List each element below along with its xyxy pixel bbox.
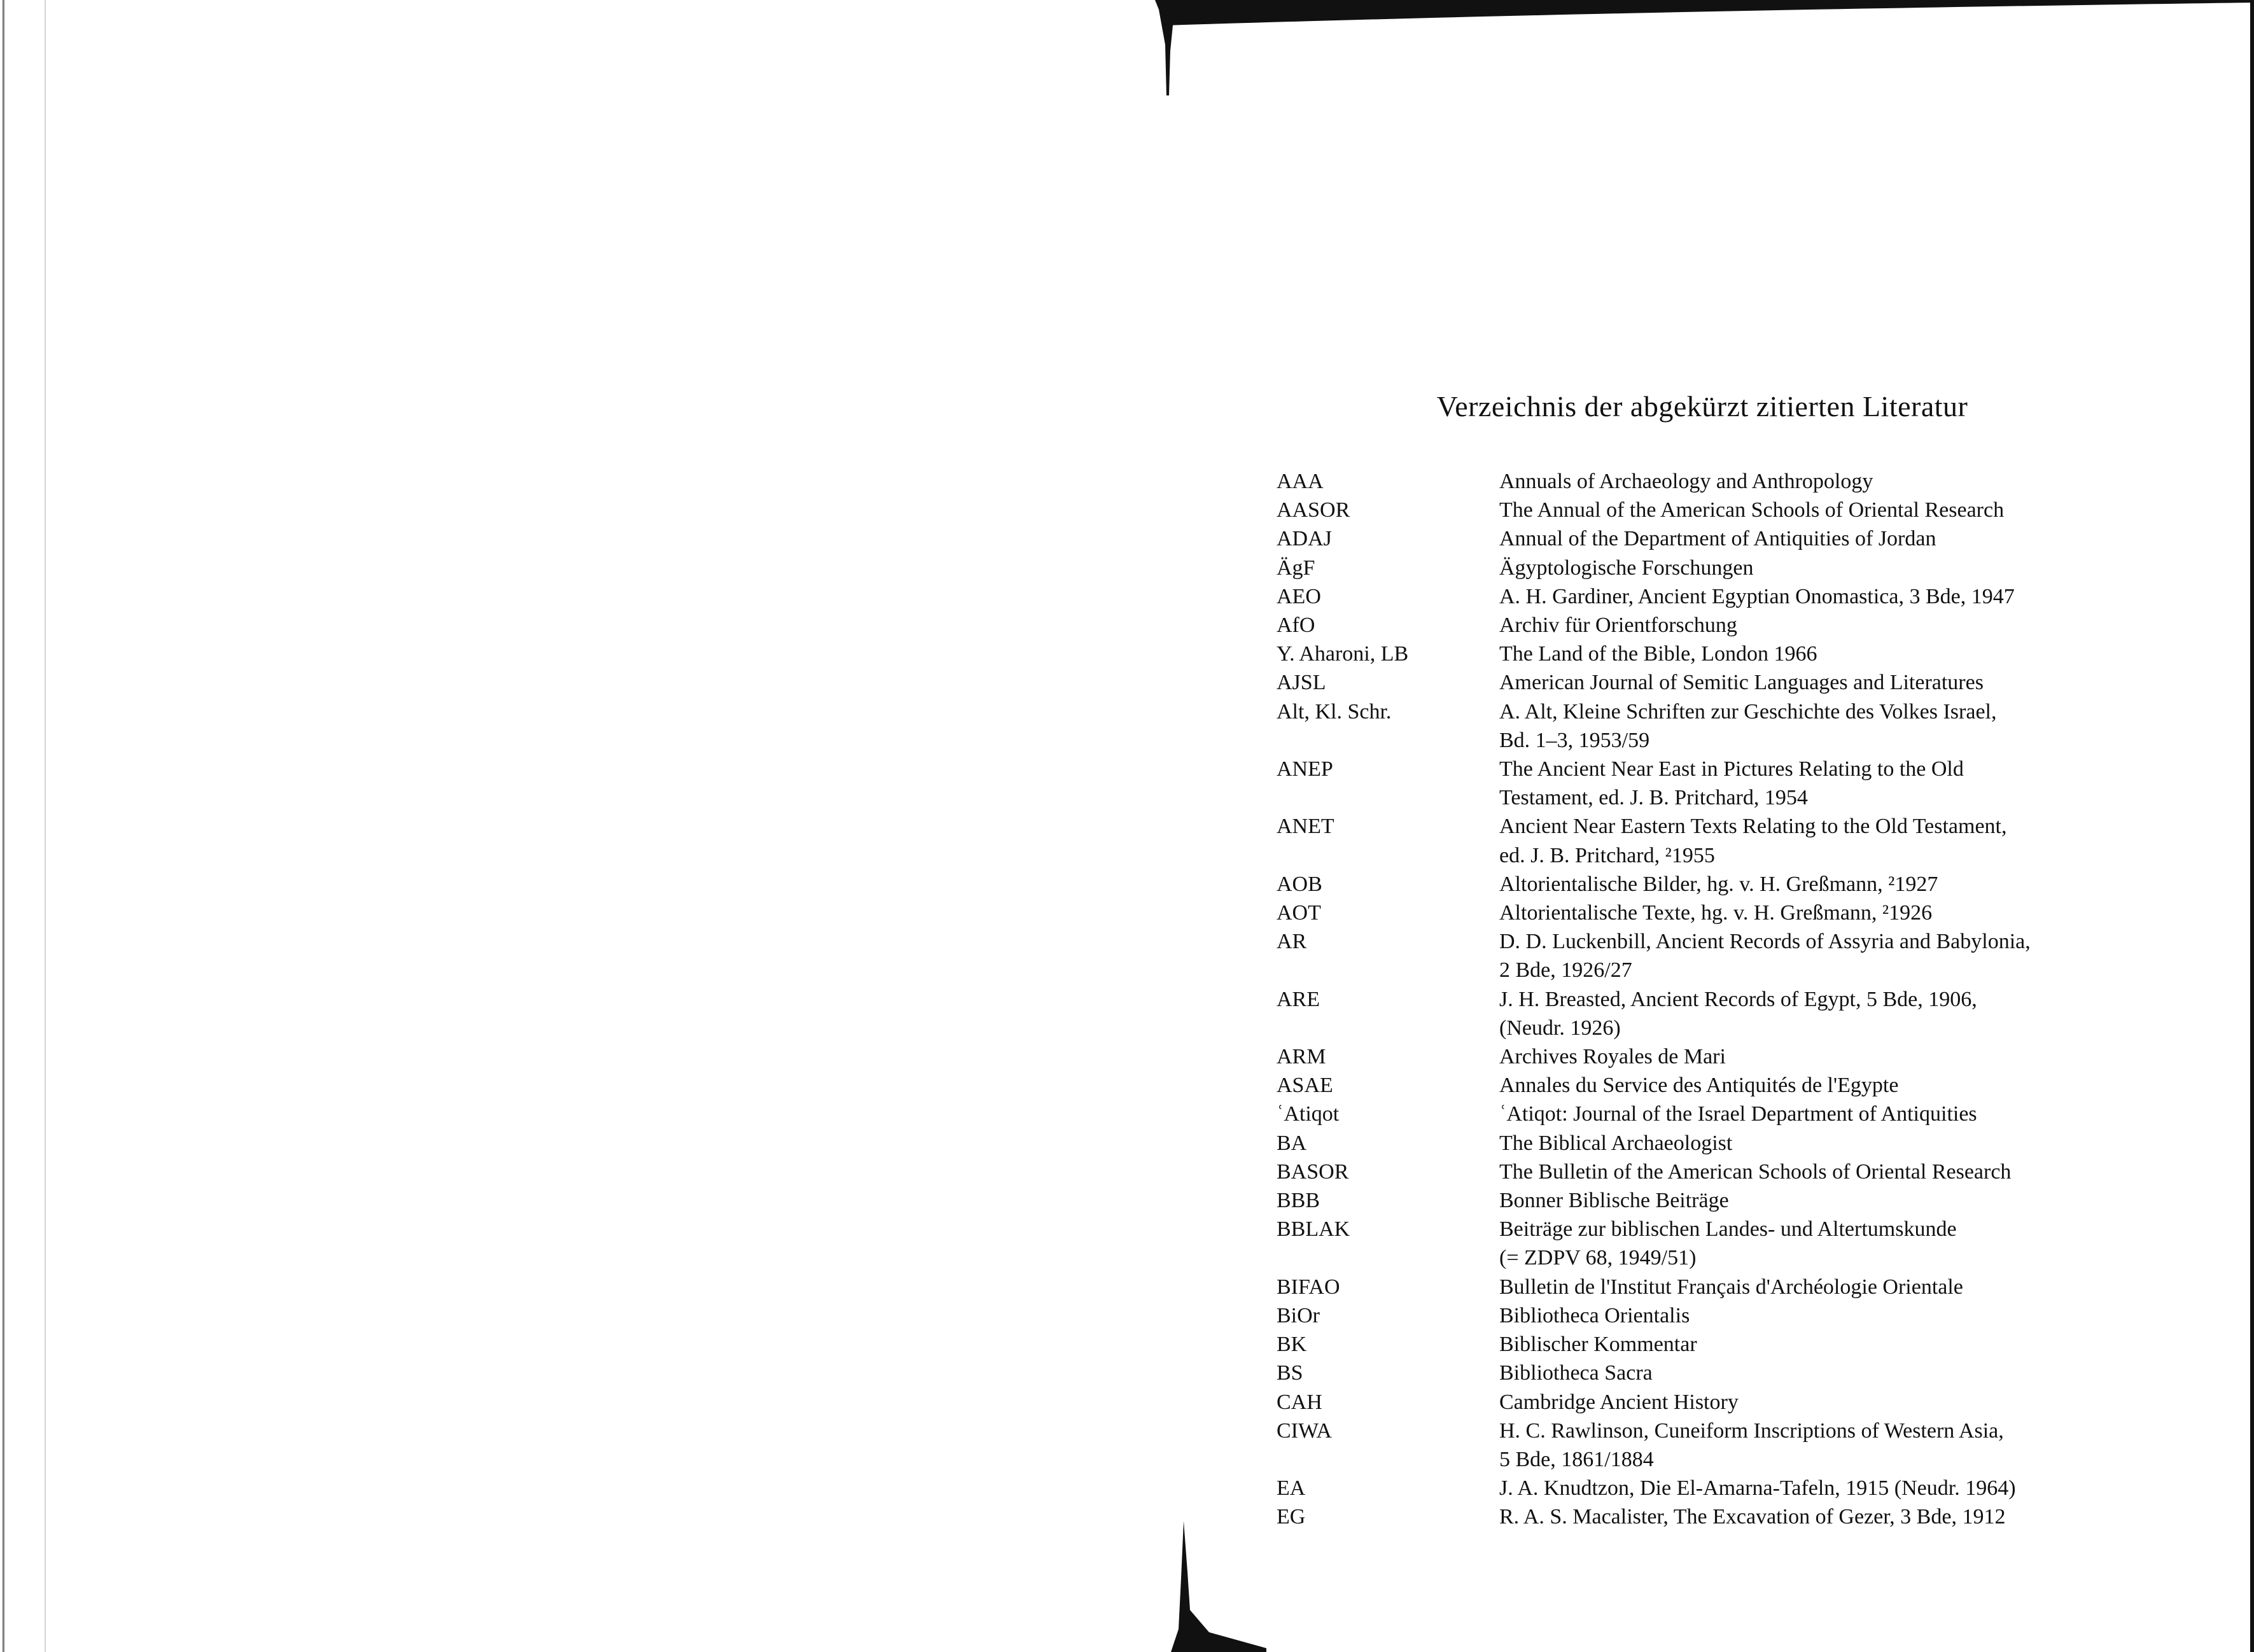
- abbreviation-entry: [1277, 1071, 2104, 1100]
- abbreviation-expansion: Bulletin de l'Institut Français d'Archéologie Orientale: [1499, 1275, 1963, 1299]
- abbreviation-term: AOB: [1277, 872, 1322, 896]
- abbreviation-entry: [1277, 1100, 2104, 1128]
- abbreviation-entry: [1277, 899, 2104, 927]
- abbreviation-term: BASOR: [1277, 1159, 1349, 1184]
- abbreviation-expansion: Annual of the Department of Antiquities of Jordan: [1499, 527, 1936, 551]
- abbreviation-entry: [1277, 755, 2104, 812]
- abbreviation-expansion: Annales du Service des Antiquités de l'Egypte: [1499, 1074, 1899, 1098]
- abbreviation-expansion: J. A. Knudtzon, Die El-Amarna-Tafeln, 1915 (Neudr. 1964): [1499, 1476, 2016, 1501]
- abbreviation-term: BBLAK: [1277, 1217, 1350, 1242]
- abbreviation-entry: [1277, 1330, 2104, 1359]
- abbreviation-term: ARM: [1277, 1045, 1326, 1069]
- abbreviation-entry: [1277, 812, 2104, 869]
- abbreviation-entry: [1277, 1158, 2104, 1186]
- abbreviation-term: BiOr: [1277, 1303, 1320, 1327]
- abbreviation-term: EA: [1277, 1476, 1306, 1501]
- abbreviation-expansion: Bibliotheca Sacra: [1499, 1361, 1653, 1385]
- abbreviation-expansion: Bibliotheca Orientalis: [1499, 1303, 1690, 1327]
- abbreviation-expansion: R. A. S. Macalister, The Excavation of Gezer, 3 Bde, 1912: [1499, 1505, 2006, 1529]
- abbreviation-term: AR: [1277, 930, 1307, 954]
- abbreviation-term: AEO: [1277, 584, 1321, 608]
- abbreviation-term: Alt, Kl. Schr.: [1277, 699, 1392, 724]
- abbreviation-expansion: The Biblical Archaeologist: [1499, 1131, 1733, 1155]
- abbreviation-entry: [1277, 1129, 2104, 1158]
- abbreviation-entry: [1277, 927, 2104, 984]
- abbreviation-entry: [1277, 1301, 2104, 1330]
- abbreviation-expansion: ʿAtiqot: Journal of the Israel Department of Antiquities: [1499, 1102, 1977, 1126]
- abbreviation-entry: [1277, 985, 2104, 1042]
- abbreviation-term: AfO: [1277, 613, 1315, 638]
- abbreviation-term: BS: [1277, 1361, 1303, 1385]
- right-page-edge: [2250, 0, 2254, 1652]
- abbreviation-entry: [1277, 554, 2104, 582]
- abbreviation-term: BBB: [1277, 1189, 1320, 1213]
- abbreviation-expansion: Bonner Biblische Beiträge: [1499, 1189, 1729, 1213]
- abbreviation-term: ÄgF: [1277, 556, 1315, 580]
- abbreviation-expansion: Ancient Near Eastern Texts Relating to the Old Testament, ed. J. B. Pritchard, ²1955: [1499, 815, 2007, 867]
- abbreviation-term: ASAE: [1277, 1074, 1333, 1098]
- abbreviation-term: BA: [1277, 1131, 1307, 1155]
- abbreviation-entry: [1277, 1417, 2104, 1474]
- abbreviation-entry: [1277, 496, 2104, 524]
- abbreviation-entry: [1277, 582, 2104, 611]
- abbreviation-expansion: Archiv für Orientforschung: [1499, 613, 1737, 638]
- abbreviation-term: AASOR: [1277, 498, 1350, 522]
- abbreviation-term: BIFAO: [1277, 1275, 1340, 1299]
- abbreviation-expansion: H. C. Rawlinson, Cuneiform Inscriptions of Western Asia, 5 Bde, 1861/1884: [1499, 1418, 2004, 1471]
- abbreviation-entry: [1277, 467, 2104, 496]
- abbreviation-entry: [1277, 1186, 2104, 1215]
- abbreviation-expansion: A. Alt, Kleine Schriften zur Geschichte des Volkes Israel, Bd. 1–3, 1953/59: [1499, 699, 1997, 752]
- abbreviation-expansion: American Journal of Semitic Languages and Literatures: [1499, 671, 1984, 695]
- abbreviation-entry: [1277, 640, 2104, 668]
- abbreviation-entry: [1277, 1502, 2104, 1531]
- abbreviation-expansion: Altorientalische Texte, hg. v. H. Greßmann, ²1926: [1499, 901, 1933, 925]
- abbreviation-expansion: Annuals of Archaeology and Anthropology: [1499, 470, 1873, 493]
- abbreviation-term: Y. Aharoni, LB: [1277, 642, 1409, 666]
- abbreviation-entry: [1277, 870, 2104, 899]
- abbreviation-term: AAA: [1277, 470, 1324, 493]
- abbreviation-expansion: J. H. Breasted, Ancient Records of Egypt, 5 Bde, 1906, (Neudr. 1926): [1499, 987, 1977, 1040]
- abbreviation-expansion: Archives Royales de Mari: [1499, 1045, 1726, 1069]
- abbreviation-expansion: A. H. Gardiner, Ancient Egyptian Onomastica, 3 Bde, 1947: [1499, 584, 2015, 608]
- spine-shadow-top: [1155, 0, 1180, 95]
- abbreviation-expansion: The Annual of the American Schools of Oriental Research: [1499, 498, 2005, 522]
- abbreviation-term: ARE: [1277, 987, 1320, 1011]
- abbreviation-expansion: Beiträge zur biblischen Landes- und Altertumskunde (= ZDPV 68, 1949/51): [1499, 1217, 1957, 1270]
- abbreviation-term: CAH: [1277, 1390, 1322, 1414]
- abbreviation-entry: [1277, 1359, 2104, 1387]
- abbreviation-term: ADAJ: [1277, 527, 1332, 551]
- abbreviation-term: ANEP: [1277, 757, 1333, 781]
- abbreviation-term: ANET: [1277, 815, 1334, 839]
- abbreviation-entry: [1277, 1273, 2104, 1301]
- abbreviation-entry: [1277, 668, 2104, 697]
- abbreviation-expansion: The Land of the Bible, London 1966: [1499, 642, 1817, 666]
- abbreviation-expansion: Altorientalische Bilder, hg. v. H. Greßmann, ²1927: [1499, 872, 1938, 896]
- abbreviation-list: [1277, 467, 2104, 1532]
- abbreviation-term: AOT: [1277, 901, 1321, 925]
- abbreviation-expansion: Cambridge Ancient History: [1499, 1390, 1739, 1414]
- abbreviation-entry: [1277, 697, 2104, 755]
- abbreviation-expansion: Biblischer Kommentar: [1499, 1333, 1697, 1357]
- abbreviation-expansion: The Bulletin of the American Schools of Oriental Research: [1499, 1159, 2012, 1184]
- top-shadow-edge: [1165, 0, 2254, 25]
- left-page-inner-edge: [45, 0, 46, 1652]
- abbreviation-term: BK: [1277, 1333, 1307, 1357]
- abbreviation-term: ʿAtiqot: [1277, 1102, 1340, 1126]
- abbreviation-entry: [1277, 1042, 2104, 1071]
- abbreviation-expansion: D. D. Luckenbill, Ancient Records of Assyria and Babylonia, 2 Bde, 1926/27: [1499, 930, 2031, 983]
- abbreviation-expansion: Ägyptologische Forschungen: [1499, 556, 1754, 580]
- page-title: Verzeichnis der abgekürzt zitierten Literatur: [1436, 390, 1968, 423]
- abbreviation-entry: [1277, 1474, 2104, 1502]
- left-page-edge: [3, 0, 5, 1652]
- abbreviation-entry: [1277, 1388, 2104, 1417]
- spine-shadow-bottom: [1171, 1521, 1266, 1652]
- abbreviation-term: CIWA: [1277, 1418, 1332, 1443]
- abbreviation-entry: [1277, 1215, 2104, 1272]
- abbreviation-entry: [1277, 611, 2104, 640]
- abbreviation-term: EG: [1277, 1505, 1306, 1529]
- abbreviation-term: AJSL: [1277, 671, 1326, 695]
- abbreviation-entry: [1277, 524, 2104, 553]
- abbreviation-expansion: The Ancient Near East in Pictures Relating to the Old Testament, ed. J. B. Pritchard, 1954: [1499, 757, 1964, 810]
